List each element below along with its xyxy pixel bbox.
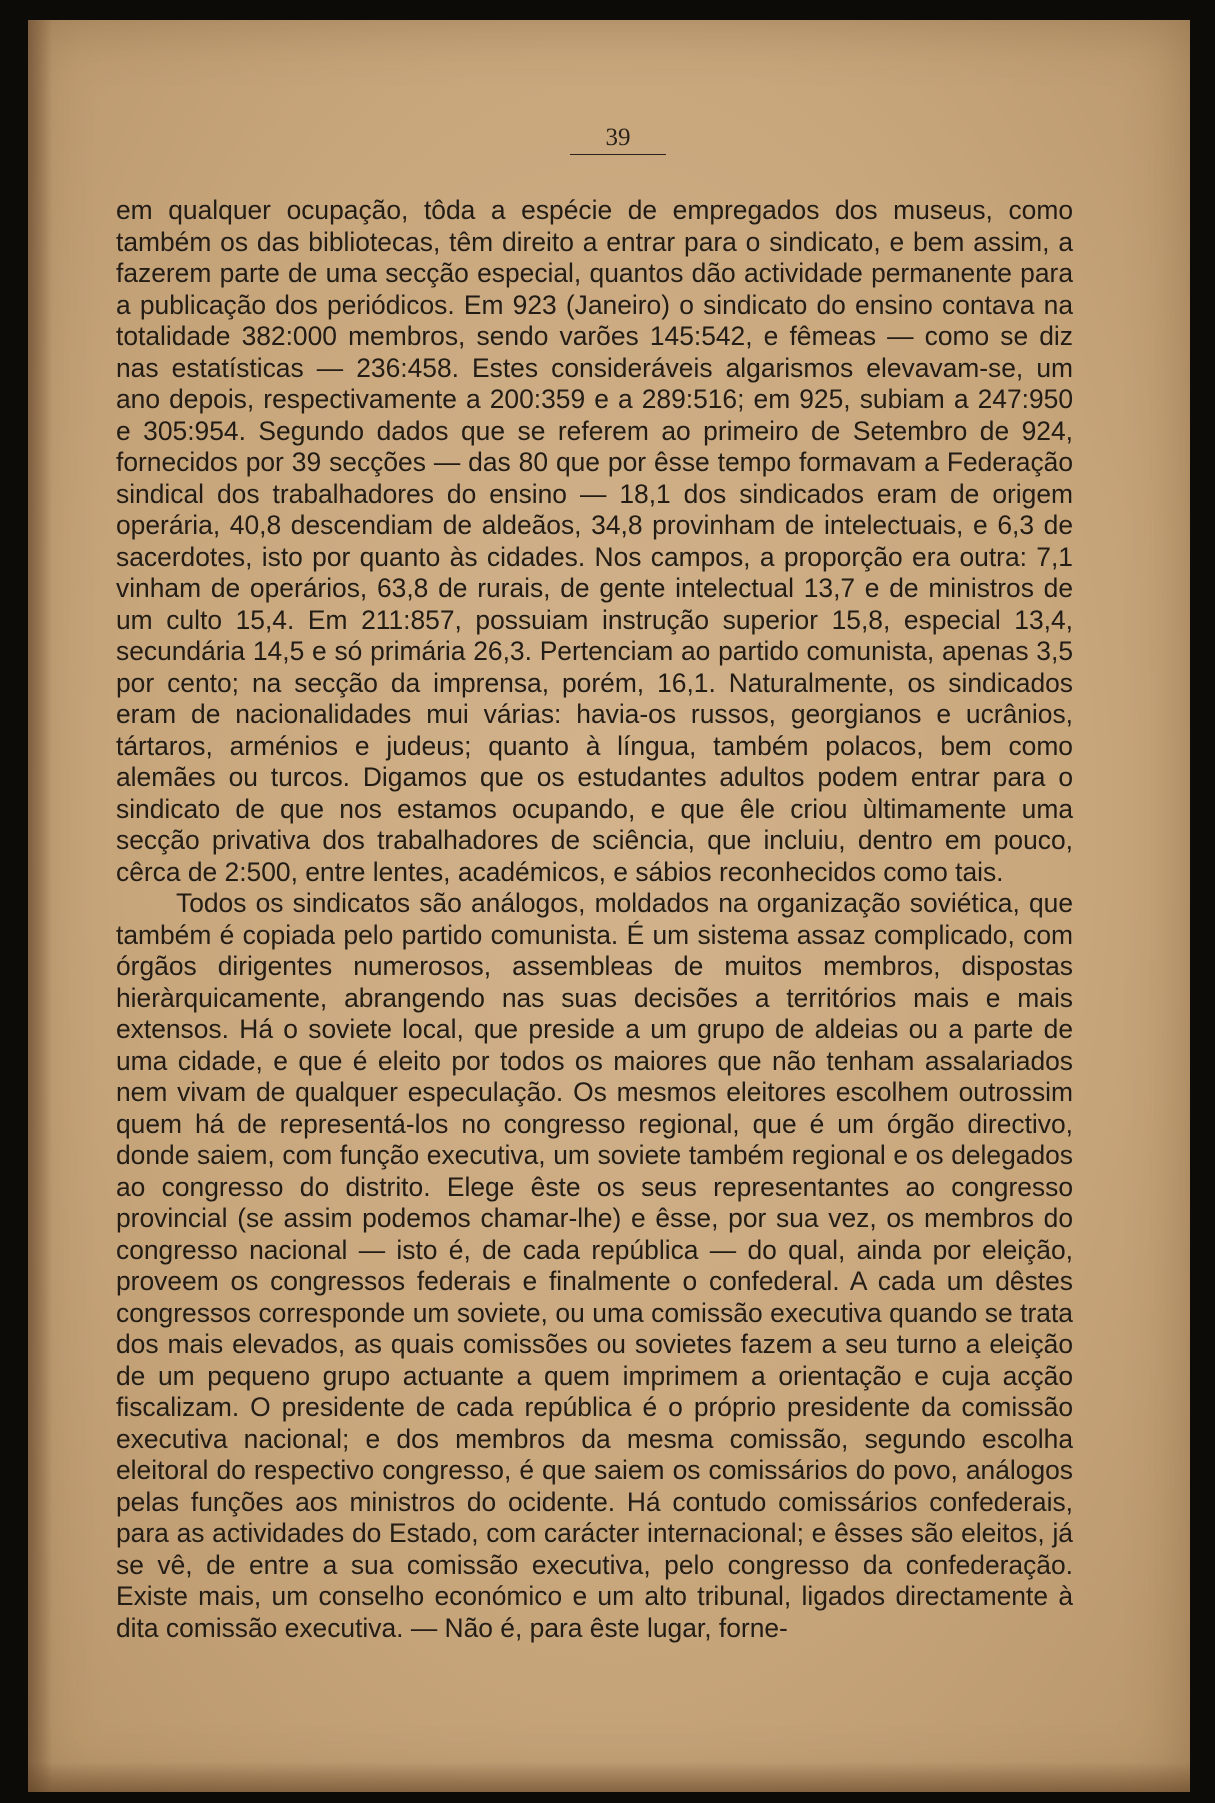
book-page	[28, 20, 1190, 1792]
paragraph-2: Todos os sindicatos são análogos, moldados na organização soviética, que também é copiada pelo partido comunista. É um sistema assaz complicado, com órgãos dirigentes numerosos, assembleas de muitos membros, dispostas hieràrquicamente, abrangendo nas suas decisões a territórios mais e mais extensos. Há o soviete local, que preside a um grupo de aldeias ou a parte de uma cidade, e que é eleito por todos os maiores que não tenham assalariados nem vivam de qualquer especulação. Os mesmos eleitores escolhem outrossim quem há de representá-los no congresso regional, que é um órgão directivo, donde saiem, com função executiva, um soviete também regional e os delegados ao congresso do distrito. Elege êste os seus representantes ao congresso provincial (se assim podemos chamar-lhe) e êsse, por sua vez, os membros do congresso nacional — isto é, de cada república — do qual, ainda por eleição, proveem os congressos federais e finalmente o confederal. A cada um dêstes congressos corresponde um soviete, ou uma comissão executiva quando se trata dos mais elevados, as quais comissões ou sovietes fazem a seu turno a eleição de um pequeno grupo actuante a quem imprimem a orientação e cuja acção fiscalizam. O presidente de cada república é o próprio presidente da comissão executiva nacional; e dos membros da mesma comissão, segundo escolha eleitoral do respectivo congresso, é que saiem os comissários do povo, análogos pelas funções aos ministros do ocidente. Há contudo comissários confederais, para as actividades do Estado, com carácter internacional; e êsses são eleitos, já se vê, de entre a sua comissão executiva, pelo congresso da confederação. Existe mais, um conselho económico e um alto tribunal, ligados directamente à dita comissão executiva. — Não é, para êste lugar, forne-	[116, 888, 1073, 1643]
page-bottom-shadow	[28, 1762, 1190, 1792]
page-binding-shadow	[28, 20, 52, 1792]
body-text	[116, 195, 1073, 1644]
page-number: 39	[570, 124, 666, 155]
paragraph-1: em qualquer ocupação, tôda a espécie de empregados dos museus, como também os das bibliotecas, têm direito a entrar para o sindicato, e bem assim, a fazerem parte de uma secção especial, quantos dão actividade permanente para a publicação dos periódicos. Em 923 (Janeiro) o sindicato do ensino contava na totalidade 382:000 membros, sendo varões 145:542, e fêmeas — como se diz nas estatísticas — 236:458. Estes consideráveis algarismos elevavam-se, um ano depois, respectivamente a 200:359 e a 289:516; em 925, subiam a 247:950 e 305:954. Segundo dados que se referem ao primeiro de Setembro de 924, fornecidos por 39 secções — das 80 que por êsse tempo formavam a Federação sindical dos trabalhadores do ensino — 18,1 dos sindicados eram de origem operária, 40,8 descendiam de aldeãos, 34,8 provinham de intelectuais, e 6,3 de sacerdotes, isto por quanto às cidades. Nos campos, a proporção era outra: 7,1 vinham de operários, 63,8 de rurais, de gente intelectual 13,7 e de ministros de um culto 15,4. Em 211:857, possuiam instrução superior 15,8, especial 13,4, secundária 14,5 e só primária 26,3. Pertenciam ao partido comunista, apenas 3,5 por cento; na secção da imprensa, porém, 16,1. Naturalmente, os sindicados eram de nacionalidades mui várias: havia-os russos, georgianos e ucrânios, tártaros, arménios e judeus; quanto à língua, também polacos, bem como alemães ou turcos. Digamos que os estudantes adultos podem entrar para o sindicato de que nos estamos ocupando, e que êle criou ùltimamente uma secção privativa dos trabalhadores de sciência, que incluiu, dentro em pouco, cêrca de 2:500, entre lentes, académicos, e sábios reconhecidos como tais.	[116, 195, 1073, 887]
